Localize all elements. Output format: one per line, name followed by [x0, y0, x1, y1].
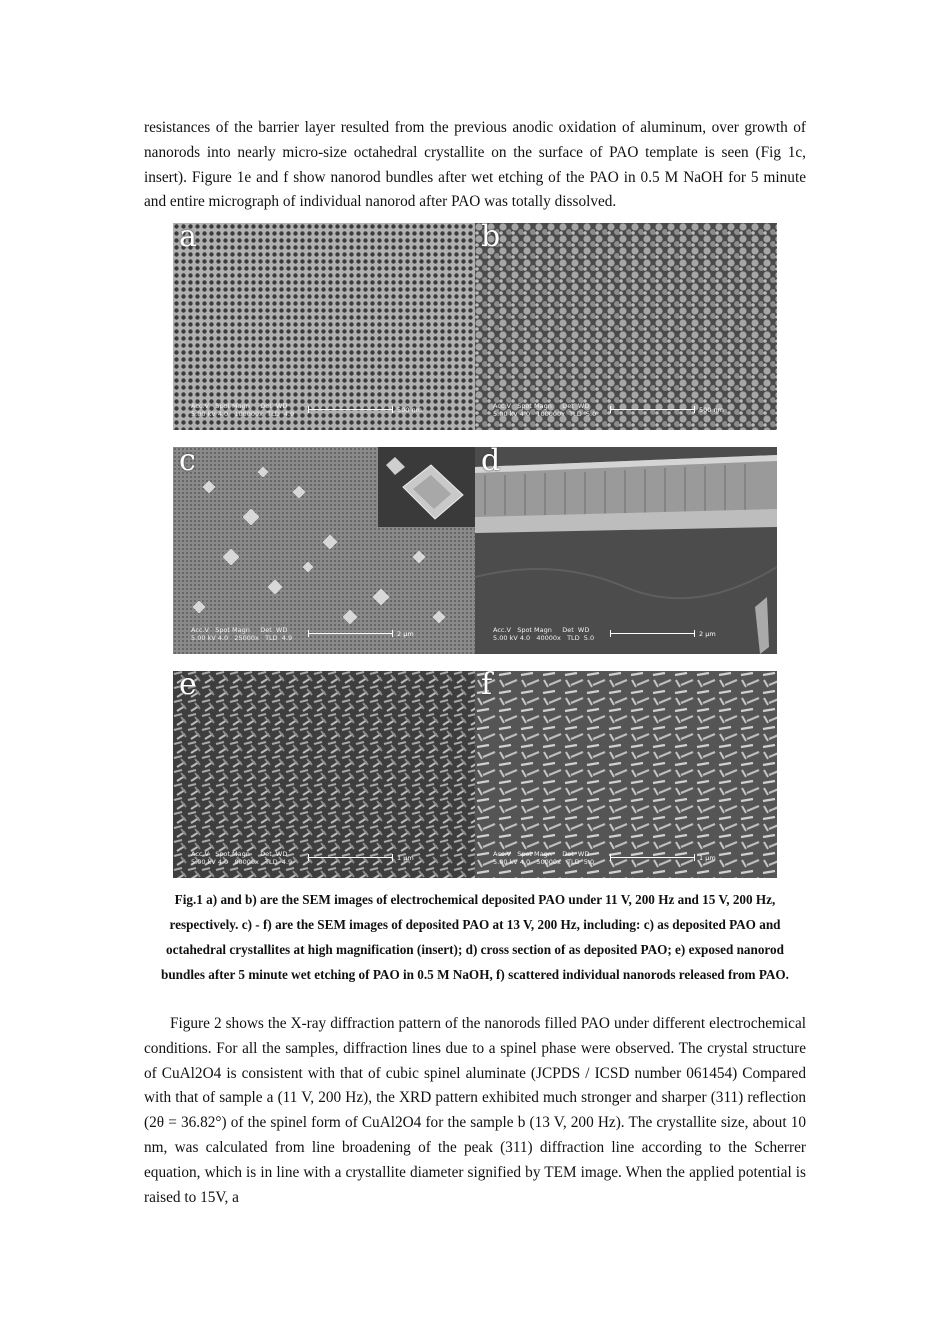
scale-bar-c — [308, 633, 393, 634]
scale-bar-e — [308, 857, 393, 858]
sem-image-octahedral-crystals — [173, 447, 475, 654]
figure-row-1 — [173, 223, 777, 430]
scale-bar-b — [610, 409, 695, 410]
sem-panel-f — [475, 671, 777, 878]
panel-label-e: e — [179, 671, 197, 702]
figure-1 — [173, 223, 777, 878]
panel-meta-d: Acc.V Spot Magn Det WD 5.00 kV 4.0 40000x TLD 5.0 — [493, 626, 595, 642]
sem-panel-c — [173, 447, 475, 654]
sem-panel-d — [475, 447, 777, 654]
panel-label-a: a — [179, 223, 197, 254]
scale-label-c: 2 μm — [397, 630, 414, 638]
panel-label-d: d — [481, 447, 501, 478]
scale-label-d: 2 μm — [699, 630, 716, 638]
sem-panel-a — [173, 223, 475, 430]
scale-label-f: 1 μm — [699, 854, 716, 862]
scale-bar-a — [308, 409, 393, 410]
sem-panel-b — [475, 223, 777, 430]
sem-image-individual-nanorods — [475, 671, 777, 878]
scale-label-a: 500 nm — [397, 406, 422, 414]
panel-meta-e: Acc.V Spot Magn Det WD 5.00 kV 4.0 80000x TLD 4.9 — [191, 850, 293, 866]
body-paragraph-2: Figure 2 shows the X-ray diffraction pattern of the nanorods filled PAO under different electrochemical conditions. For all the samples, diffraction lines due to a spinel phase were observed. The crystal structure of CuAl2O4 is consistent with that of cubic spinel aluminate (JCPDS / ICSD number 061454) Compared with that of sample a (11 V, 200 Hz), the XRD pattern exhibited much stronger and sharper (311) reflection (2θ = 36.82°) of the spinel form of CuAl2O4 for the sample b (13 V, 200 Hz). The crystallite size, about 10 nm, was calculated from line broadening of the peak (311) diffraction line according to the Scherrer equation, which is in line with a crystallite diameter signified by TEM image. When the applied potential is raised to 15V, a — [144, 1015, 806, 1206]
scale-bar-f — [610, 857, 695, 858]
figure-row-2 — [173, 447, 777, 654]
panel-meta-a: Acc.V Spot Magn Det WD 5.00 kV 4.0 100000x TLD 4.9 — [191, 402, 295, 418]
panel-meta-b: Acc.V Spot Magn Det WD 5.00 kV 4.0 100000x TLD 5.0 — [493, 402, 597, 418]
sem-panel-e — [173, 671, 475, 878]
figure-row-3 — [173, 671, 777, 878]
body-paragraph-1: resistances of the barrier layer resulted from the previous anodic oxidation of aluminum, over growth of nanorods into nearly micro-size octahedral crystallite on the surface of PAO template is seen (Fig 1c, insert). Figure 1e and f show nanorod bundles after wet etching of the PAO in 0.5 M NaOH for 5 minute and entire micrograph of individual nanorod after PAO was totally dissolved. — [144, 119, 806, 211]
scale-bar-d — [610, 633, 695, 634]
sem-image-cross-section — [475, 447, 777, 654]
sem-image-porous-surface — [173, 223, 475, 430]
figure-caption: Fig.1 a) and b) are the SEM images of electrochemical deposited PAO under 11 V, 200 Hz and 15 V, 200 Hz, respectively. c) - f) are the SEM images of deposited PAO at 13 V, 200 Hz, including: c) as deposited PAO and octahedral crystallites at high magnification (insert); d) cross section of as deposited PAO; e) exposed nanorod bundles after 5 minute wet etching of PAO in 0.5 M NaOH, f) scattered individual nanorods released from PAO. — [161, 892, 789, 982]
panel-meta-f: Acc.V Spot Magn Det WD 5.00 kV 4.0 50000x TLD 5.0 — [493, 850, 595, 866]
scale-label-b: 500 nm — [699, 406, 724, 414]
sem-image-granular-surface — [475, 223, 777, 430]
panel-label-b: b — [481, 223, 501, 254]
panel-label-c: c — [179, 447, 196, 478]
sem-image-nanorod-bundles — [173, 671, 475, 878]
panel-meta-c: Acc.V Spot Magn Det WD 5.00 kV 4.0 25000x TLD 4.9 — [191, 626, 293, 642]
panel-label-f: f — [481, 671, 493, 702]
scale-label-e: 1 μm — [397, 854, 414, 862]
